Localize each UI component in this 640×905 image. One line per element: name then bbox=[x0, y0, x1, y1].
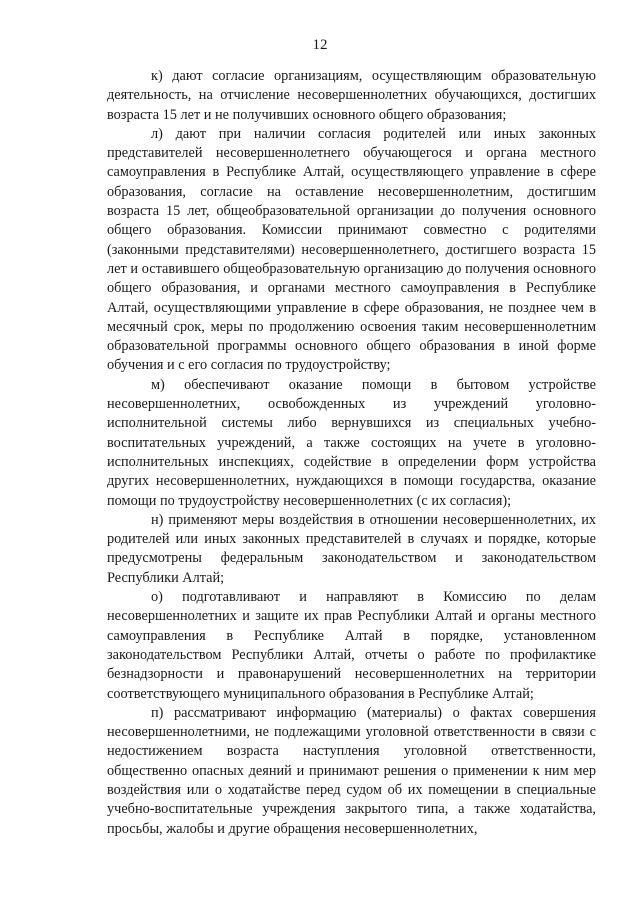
document-body bbox=[107, 67, 596, 839]
paragraph-m: м) обеспечивают оказание помощи в бытовом устройстве несовершеннолетних, освобожденных из учреждений уголовно-исполнительной системы либо вернувшихся из специальных учебно-воспитательных учреждений, а также состоящих на учете в уголовно-исполнительных инспекциях, содействие в определении форм устройства других несовершеннолетних, нуждающихся в помощи государства, оказание помощи по трудоустройству несовершеннолетних (с их согласия); bbox=[107, 376, 596, 509]
paragraph-l: л) дают при наличии согласия родителей или иных законных представителей несовершеннолетнего обучающегося и органа местного самоуправления в Республике Алтай, осуществляющего управление в сфере образования, согласие на оставление несовершеннолетним, достигшим возраста 15 лет, общеобразовательной организации до получения основного общего образования. Комиссии принимают совместно с родителями (законными представителями) несовершеннолетнего, достигшего возраста 15 лет и оставившего общеобразовательную организацию до получения основного общего образования, и органами местного самоуправления в Республике Алтай, осуществляющими управление в сфере образования, не позднее чем в месячный срок, меры по продолжению освоения таким несовершеннолетним образовательной программы основного общего образования в иной форме обучения и с его согласия по трудоустройству; bbox=[107, 125, 596, 374]
paragraph-n: н) применяют меры воздействия в отношении несовершеннолетних, их родителей или иных законных представителей в случаях и порядке, которые предусмотрены федеральным законодательством и законодательством Республики Алтай; bbox=[107, 511, 596, 586]
paragraph-k: к) дают согласие организациям, осуществляющим образовательную деятельность, на отчисление несовершеннолетних обучающихся, достигших возраста 15 лет и не получивших основного общего образования; bbox=[107, 68, 596, 123]
page-number: 12 bbox=[312, 37, 328, 53]
paragraph-o: о) подготавливают и направляют в Комиссию по делам несовершеннолетних и защите их прав Республики Алтай и органы местного самоуправления в Республике Алтай в порядке, установленном законодательством Республики Алтай, отчеты о работе по профилактике безнадзорности и правонарушений несовершеннолетних на территории соответствующего муниципального образования в Республике Алтай; bbox=[107, 589, 596, 702]
paragraph-p: п) рассматривают информацию (материалы) о фактах совершения несовершеннолетними, не подлежащими уголовной ответственности в связи с недостижением возраста наступления уголовной ответственности, общественно опасных деяний и принимают решения о применении к ним мер воздействия или о ходатайстве перед судом об их помещении в специальные учебно-воспитательные учреждения закрытого типа, а также ходатайства, просьбы, жалобы и другие обращения несовершеннолетних, bbox=[107, 704, 596, 837]
